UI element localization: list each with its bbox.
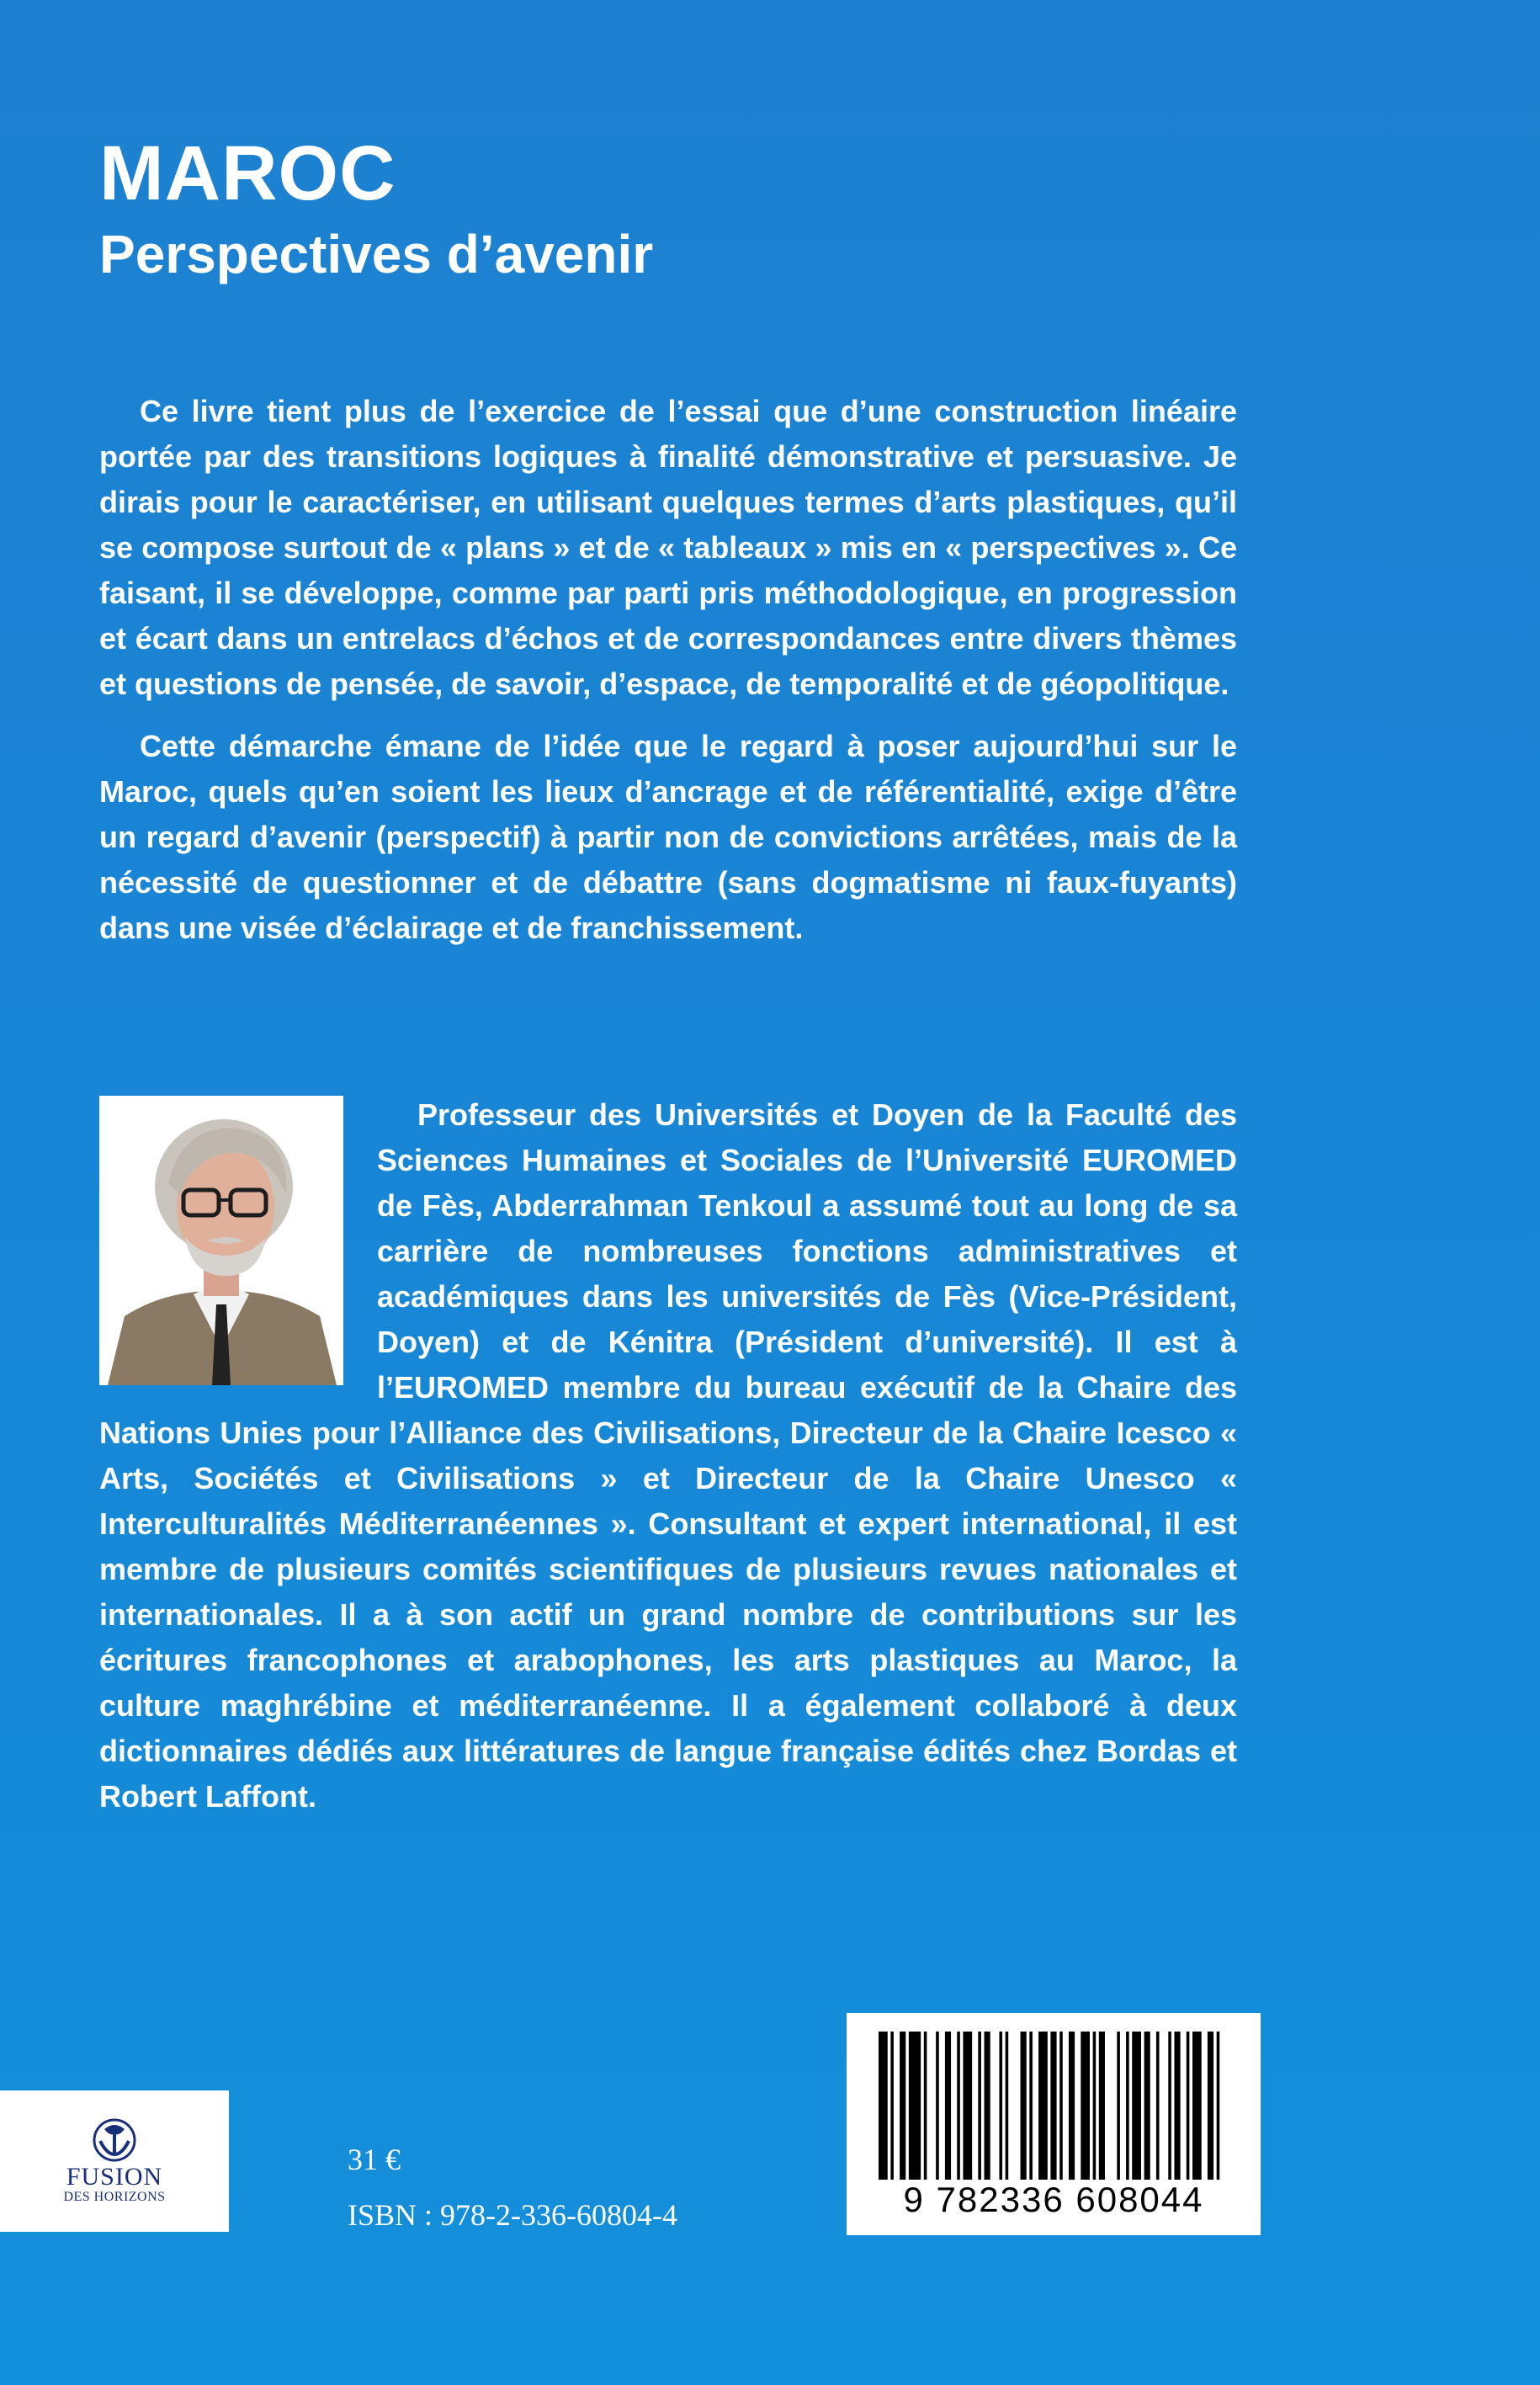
barcode-digits: 9 782336 608044	[903, 2180, 1204, 2219]
blurb-paragraph: Ce livre tient plus de l’exercice de l’essai que d’une construction linéaire portée par des transitions logiques à finalité démonstrative et persuasive. Je dirais pour le caractériser, en utilisant quelques termes d’arts plastiques, qu’il se compose surtout de « plans » et de « tableaux » mis en « perspectives ». Ce faisant, il se développe, comme par parti pris méthodologique, en progression et écart dans un entrelacs d’échos et de correspondances entre divers thèmes et questions de pensée, de savoir, d’espace, de temporalité et de géopolitique.	[99, 394, 1237, 701]
barcode	[847, 2013, 1261, 2235]
isbn: ISBN : 978-2-336-60804-4	[348, 2198, 677, 2232]
book-blurb	[99, 389, 1237, 968]
price: 31 €	[348, 2143, 401, 2176]
author-photo	[99, 1096, 343, 1385]
book-subtitle: Perspectives d’avenir	[99, 224, 654, 284]
author-section	[99, 1092, 1237, 1819]
publisher-logo	[0, 2090, 229, 2232]
blurb-paragraph: Cette démarche émane de l’idée que le regard à poser aujourd’hui sur le Maroc, quels qu’en soient les lieux d’ancrage et de référentialité, exige d’être un regard d’avenir (perspectif) à partir non de convictions arrêtées, mais de la nécessité de questionner et de débattre (sans dogmatisme ni faux-fuyants) dans une visée d’éclairage et de franchissement.	[99, 729, 1237, 945]
publisher-name-sub: DES HORIZONS	[63, 2190, 166, 2204]
book-title: MAROC	[99, 130, 396, 216]
publisher-name: FUSION	[66, 2163, 163, 2191]
author-portrait-illustration	[99, 1096, 343, 1385]
author-bio: Professeur des Universités et Doyen de la Faculté des Sciences Humaines et Sociales de l’Université EUROMED de Fès, Abderrahman Tenkoul a assumé tout au long de sa carrière de nombreuses fonctions administratives et académiques dans les universités de Fès (Vice-Président, Doyen) et de Kénitra (Président d’université). Il est à l’EUROMED membre du bureau exécutif de la Chaire des Nations Unies pour l’Alliance des Civilisations, Directeur de la Chaire Icesco « Arts, Sociétés et Civilisations » et Directeur de la Chaire Unesco « Interculturalités Méditerranéennes ». Consultant et expert international, il est membre de plusieurs comités scientifiques de plusieurs revues nationales et internationales. Il a à son actif un grand nombre de contributions sur les écritures francophones et arabophones, les arts plastiques au Maroc, la culture maghrébine et méditerranéenne. Il a également collaboré à deux dictionnaires dédiés aux littératures de langue française édités chez Bordas et Robert Laffont.	[99, 1097, 1237, 1814]
fusion-emblem-icon	[88, 2117, 141, 2163]
barcode-icon	[879, 2032, 1229, 2180]
